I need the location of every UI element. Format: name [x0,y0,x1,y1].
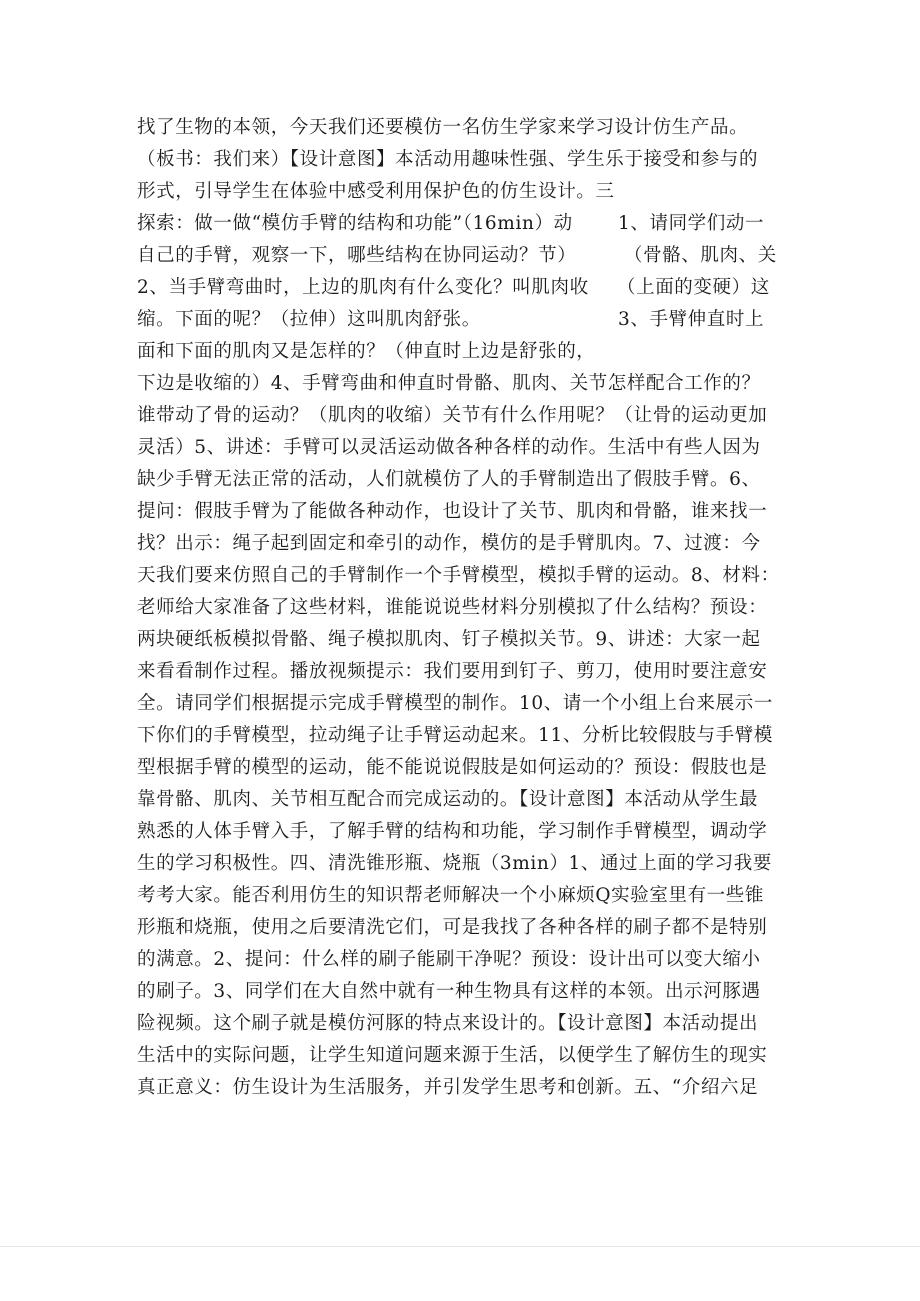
text-line: 全。请同学们根据提示完成手臂模型的制作。10、请一个小组上台来展示一 [137,693,773,714]
text-line: 考考大家。能否利用仿生的知识帮老师解决一个小麻烦Q实验室里有一些锥 [137,885,764,906]
text-line: 生的学习积极性。四、清洗锥形瓶、烧瓶（3min）1、通过上面的学习我要 [137,853,772,874]
text-line: 老师给大家准备了这些材料，谁能说说些材料分别模拟了什么结构？预设： [137,597,768,618]
text-line: 1、请同学们动一 [618,213,765,234]
text-line: 自己的手臂，观察一下，哪些结构在协同运动？节） [137,245,577,266]
page-divider [0,1246,920,1247]
text-line: 来看看制作过程。播放视频提示：我们要用到钉子、剪刀，使用时要注意安 [137,661,768,682]
text-line: 靠骨骼、肌肉、关节相互配合而完成运动的。【设计意图】本活动从学生最 [137,789,759,810]
text-line: 形瓶和烧瓶，使用之后要清洗它们，可是我找了各种各样的刷子都不是特别 [137,917,768,938]
text-line: （骨骼、肌肉、关 [624,245,777,266]
text-line: 谁带动了骨的运动？（肌肉的收缩）关节有什么作用呢？（让骨的运动更加 [137,405,768,426]
text-line: 2、当手臂弯曲时，上边的肌肉有什么变化？叫肌肉收 [137,277,589,298]
text-line: 下你们的手臂模型，拉动绳子让手臂运动起来。11、分析比较假肢与手臂模 [137,725,773,746]
text-line: （板书：我们来）【设计意图】本活动用趣味性强、学生乐于接受和参与的 [137,149,759,170]
text-line: 找了生物的本领，今天我们还要模仿一名仿生学家来学习设计仿生产品。 [137,117,749,138]
text-line: 两块硬纸板模拟骨骼、绳子模拟肌肉、钉子模拟关节。9、讲述：大家一起 [137,629,761,650]
text-line: 下边是收缩的）4、手臂弯曲和伸直时骨骼、肌肉、关节怎样配合工作的？ [137,373,761,394]
text-line: 天我们要来仿照自己的手臂制作一个手臂模型，模拟手臂的运动。8、材料： [137,565,780,586]
text-line: 找？出示：绳子起到固定和牵引的动作，模仿的是手臂肌肉。7、过渡：今 [137,533,761,554]
text-line: 生活中的实际问题，让学生知道问题来源于生活，以便学生了解仿生的现实 [137,1045,768,1066]
text-line: 熟悉的人体手臂入手，了解手臂的结构和功能，学习制作手臂模型，调动学 [137,821,768,842]
text-line: 面和下面的肌肉又是怎样的？（伸直时上边是舒张的， [137,341,596,362]
text-line: 提问：假肢手臂为了能做各种动作，也设计了关节、肌肉和骨骼，谁来找一 [137,501,768,522]
text-line: 缩。下面的呢？（拉伸）这叫肌肉舒张。 [137,309,481,330]
text-line: 真正意义：仿生设计为生活服务，并引发学生思考和创新。五、“介绍六足 [137,1077,759,1098]
text-line: 缺少手臂无法正常的活动，人们就模仿了人的手臂制造出了假肢手臂。6、 [137,469,761,490]
text-line: 3、手臂伸直时上 [618,309,765,330]
text-line: （上面的变硬）这 [617,277,770,298]
text-line: 灵活）5、讲述：手臂可以灵活运动做各种各样的动作。生活中有些人因为 [137,437,761,458]
text-line: 型根据手臂的模型的运动，能不能说说假肢是如何运动的？预设：假肢也是 [137,757,768,778]
text-line: 险视频。这个刷子就是模仿河豚的特点来设计的。【设计意图】本活动提出 [137,1013,759,1034]
text-line: 探索：做一做“模仿手臂的结构和功能”（16min）动 [137,213,573,234]
text-line: 的刷子。3、同学们在大自然中就有一种生物具有这样的本领。出示河豚遇 [137,981,761,1002]
text-line: 形式，引导学生在体验中感受利用保护色的仿生设计。三 [137,181,615,202]
text-line: 的满意。2、提问：什么样的刷子能刷干净呢？预设：设计出可以变大缩小 [137,949,761,970]
